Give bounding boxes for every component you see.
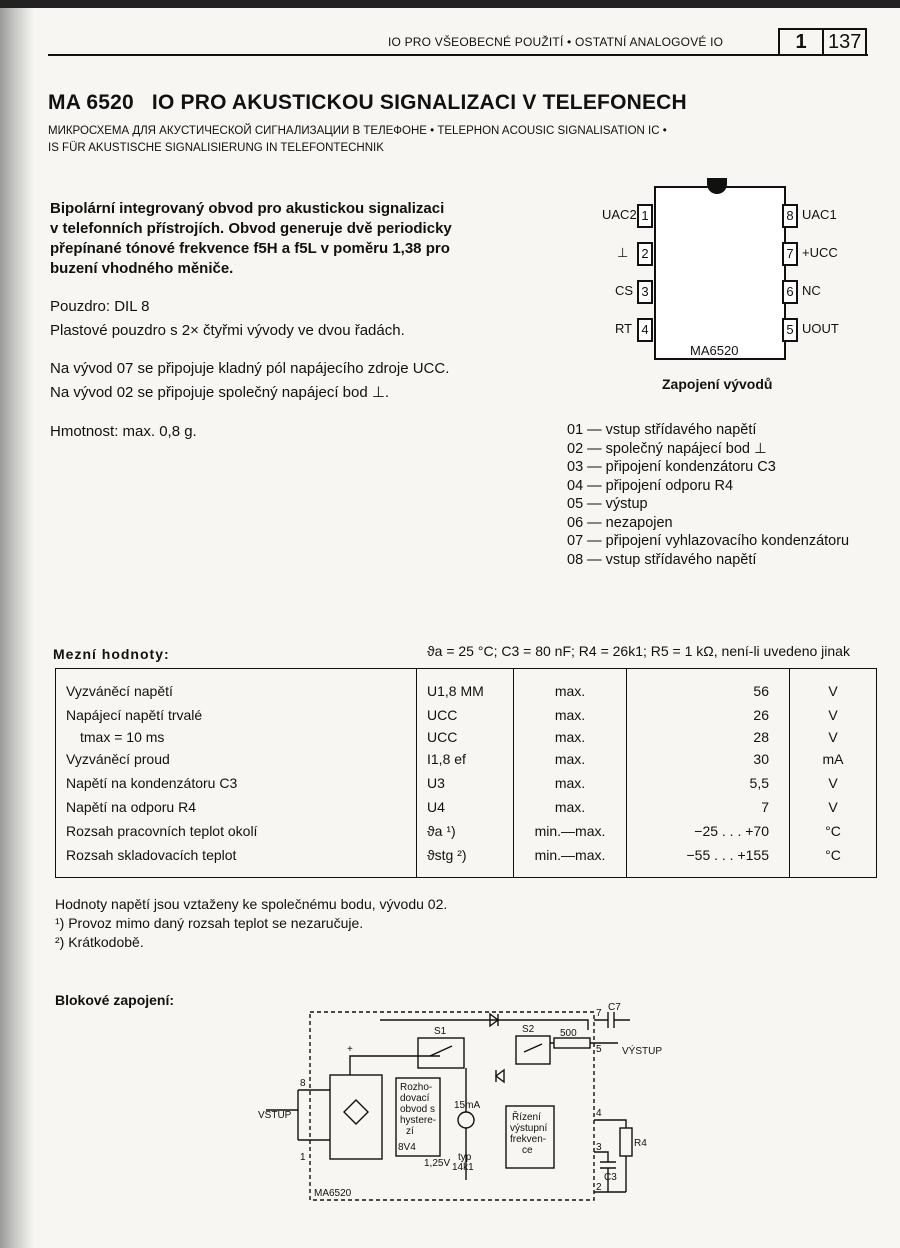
switch-s2	[516, 1036, 550, 1064]
condition-cell: max.	[554, 707, 586, 723]
freq-control-line: ce	[522, 1145, 533, 1156]
limits-table	[55, 668, 877, 878]
note-line: ¹) Provoz mimo daný rozsah teplot se nezaručuje.	[55, 915, 364, 931]
pin-function-list	[567, 421, 849, 569]
pin-5: 5	[782, 318, 798, 342]
param-cell: Vyzváněcí proud	[66, 751, 170, 767]
param-column	[56, 669, 417, 878]
pin-function-item: 05 — výstup	[567, 496, 648, 512]
pin-4: 4	[637, 318, 653, 342]
pin-label-nc: NC	[802, 283, 821, 298]
pin-function-item: 02 — společný napájecí bod ⊥	[567, 440, 767, 457]
package: Pouzdro: DIL 8	[50, 298, 150, 315]
condition-cell: min.—max.	[534, 847, 606, 863]
freq-control-line: frekven-	[510, 1134, 547, 1145]
value-cell: −55 . . . +155	[686, 847, 769, 863]
unit-cell: mA	[822, 751, 844, 767]
pin-label-ground: ⊥	[617, 245, 629, 260]
pin-number: 4	[596, 1108, 602, 1119]
value-cell: 30	[753, 751, 769, 767]
c3-label: C3	[604, 1172, 617, 1183]
condition-cell: max.	[554, 799, 586, 815]
unit-column	[790, 669, 877, 878]
param-cell: Napětí na kondenzátoru C3	[66, 775, 238, 791]
param-cell: tmax = 10 ms	[80, 729, 165, 745]
pin-number: 8	[300, 1078, 306, 1089]
note-line: ²) Krátkodobě.	[55, 934, 144, 950]
intro-line: Bipolární integrovaný obvod pro akustickou signalizaci	[50, 200, 445, 217]
condition-cell: max.	[554, 775, 586, 791]
hysteresis-line: Rozho-	[400, 1082, 433, 1093]
pin-label-rt: RT	[615, 321, 633, 336]
pinout-caption: Zapojení vývodů	[662, 376, 773, 392]
s2-label: S2	[522, 1024, 535, 1035]
value-cell: 28	[753, 729, 769, 745]
unit-cell: °C	[825, 823, 841, 839]
pin-label-uac1: UAC1	[802, 207, 837, 222]
symbol-cell: U3	[427, 775, 445, 791]
plus-label: +	[347, 1044, 353, 1055]
pin-label-cs: CS	[615, 283, 634, 298]
page-number-box	[778, 28, 867, 56]
pin-7: 7	[782, 242, 798, 266]
symbol-cell: U1,8 MM	[427, 683, 484, 699]
s1-contact	[430, 1046, 452, 1056]
hysteresis-line: hystere-	[400, 1115, 437, 1126]
value-cell: 7	[761, 799, 769, 815]
pin-6: 6	[782, 280, 798, 304]
pin-label-uout: UOUT	[802, 321, 839, 336]
condition-column	[514, 669, 627, 878]
subtitle-ru-en: МИКРОСХЕМА ДЛЯ АКУСТИЧЕСКОЙ СИГНАЛИЗАЦИИ В ТЕЛЕФОНЕ • TELEPHON ACOUSIC SIGNALISATION IC •	[48, 125, 667, 137]
symbol-cell: U4	[427, 799, 445, 815]
pin-function-item: 03 — připojení kondenzátoru C3	[567, 459, 776, 475]
symbol-cell: UCC	[427, 729, 458, 745]
pin-3: 3	[637, 280, 653, 304]
pin-note-ucc: Na vývod 07 se připojuje kladný pól napájecího zdroje UCC.	[50, 360, 450, 377]
intro-line: buzení vhodného měniče.	[50, 260, 234, 277]
symbol-cell: I1,8 ef	[427, 751, 466, 767]
running-title: IO PRO VŠEOBECNÉ POUŽITÍ • OSTATNÍ ANALOGOVÉ IO	[388, 35, 724, 49]
symbol-cell: UCC	[427, 707, 458, 723]
intro-line: přepínané tónové frekvence f5H a f5L v poměru 1,38 pro	[50, 240, 450, 257]
pin-function-item: 06 — nezapojen	[567, 514, 673, 531]
resistor-500-label: 500	[560, 1028, 577, 1039]
pin-number: 2	[596, 1182, 602, 1193]
resistor-r4	[620, 1128, 632, 1156]
diode-icon-2	[496, 1070, 504, 1082]
unit-cell: V	[828, 683, 838, 699]
param-cell: Vyzváněcí napětí	[66, 683, 173, 699]
bridge-rectifier-icon	[344, 1100, 368, 1124]
voltage-84-label: 8V4	[398, 1142, 416, 1153]
value-cell: 56	[753, 683, 769, 699]
symbol-cell: ϑa ¹)	[427, 823, 456, 839]
intro-line: v telefonních přístrojích. Obvod generuje dvě periodicky	[50, 220, 452, 237]
param-cell: Rozsah pracovních teplot okolí	[66, 823, 258, 839]
s2-contact	[524, 1044, 542, 1052]
unit-cell: °C	[825, 847, 841, 863]
supply-rail	[350, 1020, 588, 1075]
current-label: 15mA	[454, 1100, 481, 1111]
condition-cell: max.	[554, 751, 586, 767]
switch-s1	[418, 1038, 464, 1068]
condition-cell: max.	[554, 683, 586, 699]
subtitle-de: IS FÜR AKUSTISCHE SIGNALISIERUNG IN TELEFONTECHNIK	[48, 142, 384, 154]
resistor-500	[554, 1038, 590, 1048]
param-cell: Napájecí napětí trvalé	[66, 707, 203, 723]
pin-2: 2	[637, 242, 653, 266]
hysteresis-line: obvod s	[400, 1104, 436, 1115]
value-cell: −25 . . . +70	[694, 823, 769, 839]
weight: Hmotnost: max. 0,8 g.	[50, 423, 197, 440]
value-column	[627, 669, 790, 878]
value-cell: 26	[753, 707, 769, 723]
pin-note-ground: Na vývod 02 se připojuje společný napájecí bod ⊥.	[50, 384, 390, 401]
intro-paragraph	[50, 199, 510, 279]
pin-number: 7	[596, 1008, 602, 1019]
condition-cell: min.—max.	[534, 823, 606, 839]
current-source-icon	[458, 1112, 474, 1128]
unit-cell: V	[828, 775, 838, 791]
pin-label-ucc: +UCC	[802, 245, 838, 260]
voltage-125-label: 1,25V	[424, 1158, 451, 1169]
output-label: VÝSTUP	[622, 1046, 663, 1057]
symbol-column	[417, 669, 514, 878]
hysteresis-line: zí	[406, 1126, 414, 1137]
symbol-cell: ϑstg ²)	[427, 847, 467, 863]
pin-label-uac2: UAC2	[602, 207, 637, 222]
unit-cell: V	[828, 707, 838, 723]
limits-heading: Mezní hodnoty:	[53, 646, 170, 662]
param-cell: Rozsah skladovacích teplot	[66, 847, 237, 863]
s1-label: S1	[434, 1026, 447, 1037]
pin-number: 5	[596, 1044, 602, 1055]
r14k1-label: 14k1	[452, 1162, 474, 1173]
freq-control-line: výstupní	[510, 1123, 548, 1134]
param-cell: Napětí na odporu R4	[66, 799, 196, 815]
rectifier-block	[330, 1075, 382, 1159]
package-description: Plastové pouzdro s 2× čtyřmi vývody ve dvou řadách.	[50, 322, 405, 339]
dil8-package-outline	[654, 186, 786, 360]
hysteresis-line: dovací	[400, 1093, 430, 1104]
r4-label: R4	[634, 1138, 647, 1149]
block-diagram-heading: Blokové zapojení:	[55, 992, 175, 1008]
section-number: 1	[780, 30, 824, 54]
pin-function-item: 07 — připojení vyhlazovacího kondenzátoru	[567, 533, 850, 549]
table-row	[56, 669, 877, 878]
pin-8: 8	[782, 204, 798, 228]
header-rule	[48, 54, 868, 56]
page-number: 137	[828, 31, 862, 53]
top-edge	[0, 0, 900, 8]
condition-cell: max.	[554, 729, 586, 745]
pin-function-item: 01 — vstup střídavého napětí	[567, 422, 757, 438]
c7-label: C7	[608, 1002, 621, 1013]
pin-number: 3	[596, 1142, 602, 1153]
page-binding-shadow	[0, 0, 34, 1248]
page-title: MA 6520 IO PRO AKUSTICKOU SIGNALIZACI V TELEFONECH	[48, 91, 687, 114]
value-cell: 5,5	[749, 775, 769, 791]
unit-cell: V	[828, 729, 838, 745]
r4-wire	[594, 1120, 626, 1128]
limits-conditions: ϑa = 25 °C; C3 = 80 nF; R4 = 26k1; R5 = 1 kΩ, není-li uvedeno jinak	[427, 643, 850, 659]
typ-label: typ	[458, 1152, 472, 1163]
input-label: VSTUP	[258, 1110, 292, 1121]
chip-name: MA6520	[690, 343, 739, 358]
unit-cell: V	[828, 799, 838, 815]
notes	[55, 895, 447, 952]
pin-1: 1	[637, 204, 653, 228]
pin-function-item: 08 — vstup střídavého napětí	[567, 551, 757, 568]
note-line: Hodnoty napětí jsou vztaženy ke společnému bodu, vývodu 02.	[55, 896, 448, 912]
pin-function-item: 04 — připojení odporu R4	[567, 477, 734, 494]
chip-label: MA6520	[314, 1188, 352, 1199]
block-schematic	[258, 1000, 678, 1210]
pin-number: 1	[300, 1152, 306, 1163]
freq-control-line: Řízení	[512, 1112, 541, 1123]
